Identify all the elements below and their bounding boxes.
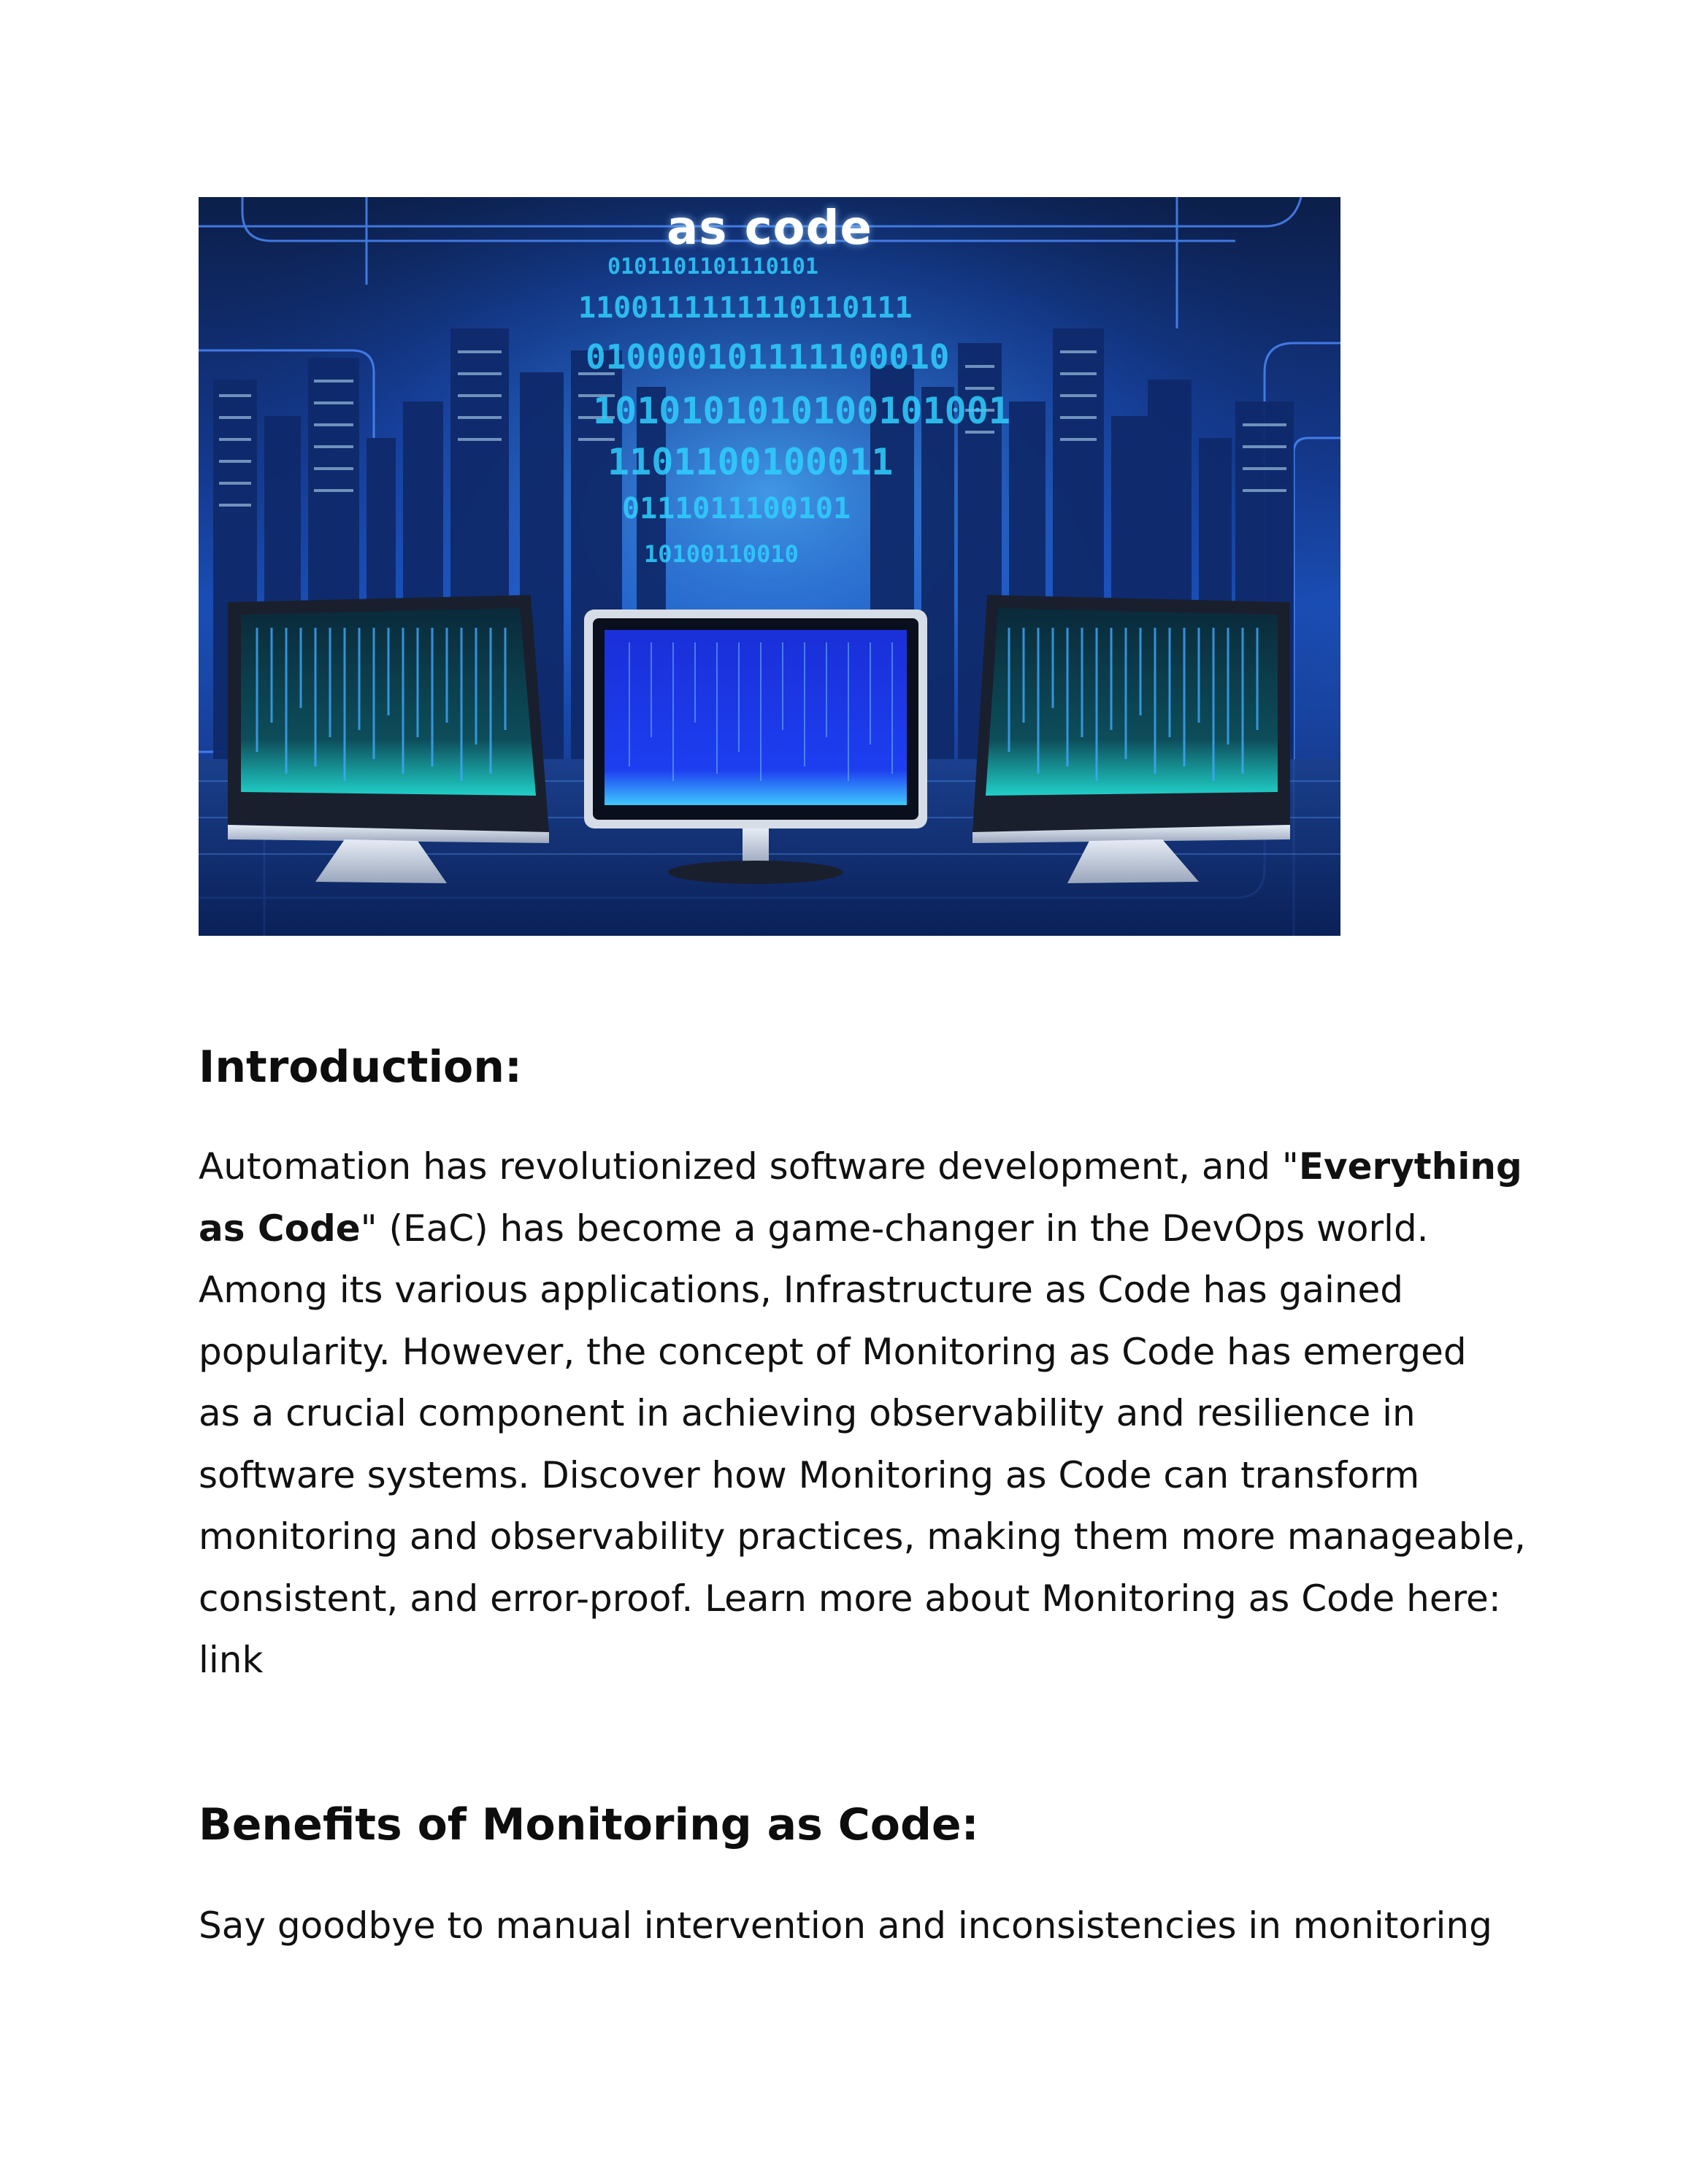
binary-row: 010000101111100010 bbox=[586, 337, 950, 377]
hero-illustration bbox=[199, 197, 1340, 936]
intro-paragraph bbox=[199, 1136, 1526, 1691]
paragraph-line: Among its various applications, Infrastructure as Code has gained bbox=[199, 1269, 1404, 1311]
text-run: " (EaC) has become a game-changer in the DevOps world. bbox=[360, 1207, 1429, 1250]
section-heading-benefits: Benefits of Monitoring as Code: bbox=[199, 1799, 979, 1850]
monitoring-as-code-link[interactable]: link bbox=[199, 1639, 264, 1681]
paragraph-line: Say goodbye to manual intervention and inconsistencies in monitoring bbox=[199, 1904, 1492, 1947]
paragraph-line: software systems. Discover how Monitoring as Code can transform bbox=[199, 1453, 1420, 1496]
paragraph-line: consistent, and error-proof. Learn more about Monitoring as Code here: bbox=[199, 1577, 1501, 1620]
bold-text-run: Everything bbox=[1298, 1145, 1522, 1188]
binary-row: 1101100100011 bbox=[607, 441, 894, 483]
section-heading-introduction: Introduction: bbox=[199, 1042, 522, 1093]
benefits-paragraph bbox=[199, 1895, 1513, 1957]
paragraph-line bbox=[199, 1136, 1522, 1198]
bold-text-run: as Code bbox=[199, 1207, 361, 1250]
binary-row: 0111011100101 bbox=[622, 492, 851, 526]
binary-row: 1100111111110110111 bbox=[578, 291, 913, 325]
paragraph-line: popularity. However, the concept of Monitoring as Code has emerged bbox=[199, 1330, 1467, 1373]
hero-image bbox=[199, 197, 1340, 936]
binary-row: 1010101010100101001 bbox=[593, 390, 1010, 432]
binary-row: 0101101101110101 bbox=[607, 254, 818, 280]
text-run: Automation has revolutionized software development, and " bbox=[199, 1145, 1299, 1188]
binary-row: 10100110010 bbox=[644, 540, 799, 568]
paragraph-line: as a crucial component in achieving observability and resilience in bbox=[199, 1392, 1416, 1434]
hero-caption: as code bbox=[667, 201, 872, 255]
paragraph-line: monitoring and observability practices, making them more manageable, bbox=[199, 1515, 1526, 1558]
paragraph-line bbox=[199, 1198, 1513, 1260]
